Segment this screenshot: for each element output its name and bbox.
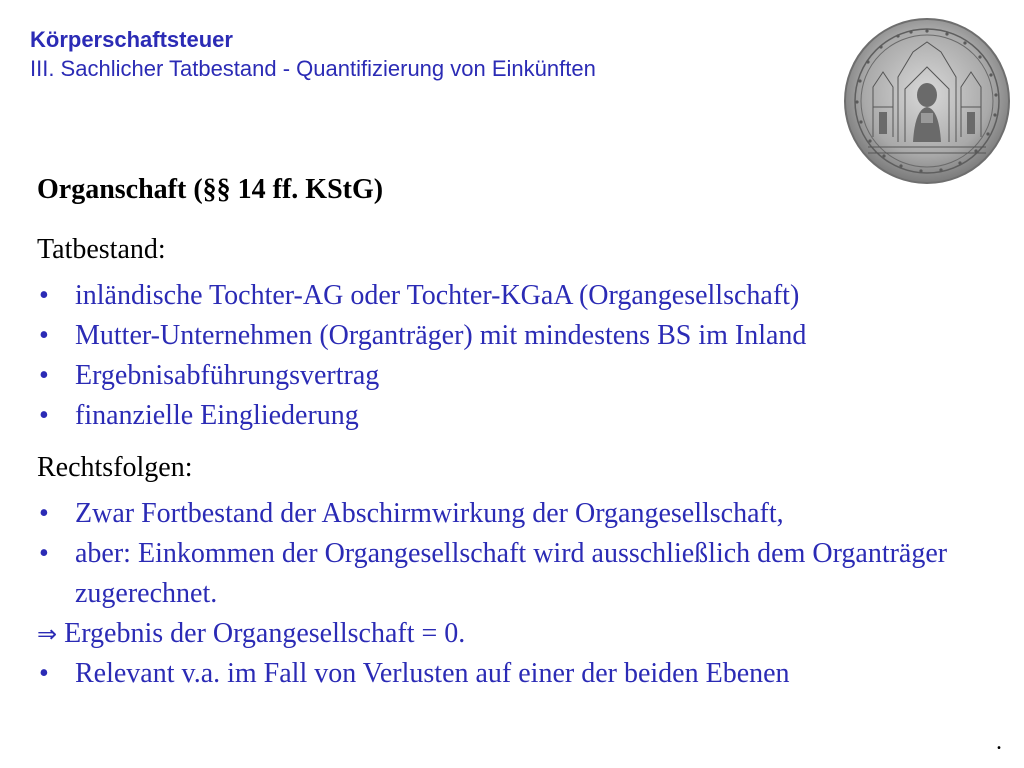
- result-line: [37, 614, 997, 654]
- bullet-icon: •: [39, 538, 49, 569]
- list-item: • Mutter-Unternehmen (Organträger) mit mindestens BS im Inland: [37, 316, 997, 356]
- implies-arrow-icon: ⇒: [37, 620, 58, 648]
- slide-title: Körperschaftsteuer: [30, 27, 233, 52]
- slide-body: [37, 170, 997, 694]
- list-item: • Relevant v.a. im Fall von Verlusten auf einer der beiden Ebenen: [37, 654, 997, 694]
- university-seal-icon: [843, 17, 1011, 185]
- bullet-icon: •: [39, 498, 49, 529]
- slide-header: [30, 25, 596, 83]
- bullet-icon: •: [39, 280, 49, 311]
- tatbestand-label: Tatbestand:: [37, 234, 166, 265]
- bullet-icon: •: [39, 658, 49, 689]
- bullet-icon: •: [39, 400, 49, 431]
- list-item: • finanzielle Eingliederung: [37, 396, 997, 436]
- list-item: • Zwar Fortbestand der Abschirmwirkung der Organgesellschaft,: [37, 494, 997, 534]
- list-item: • inländische Tochter-AG oder Tochter-KGaA (Organgesellschaft): [37, 276, 997, 316]
- result-text: Ergebnis der Organgesellschaft = 0.: [64, 618, 466, 649]
- slide-subtitle: III. Sachlicher Tatbestand - Quantifizierung von Einkünften: [30, 56, 596, 81]
- rechtsfolgen-list: [37, 494, 997, 614]
- section-heading: Organschaft (§§ 14 ff. KStG): [37, 174, 384, 205]
- bullet-icon: •: [39, 320, 49, 351]
- tatbestand-list: [37, 276, 997, 436]
- list-item: • Ergebnisabführungsvertrag: [37, 356, 997, 396]
- corner-mark: .: [996, 729, 1002, 755]
- final-list: [37, 654, 997, 694]
- list-item: • aber: Einkommen der Organgesellschaft wird ausschließlich dem Organträger zugerechnet.: [37, 534, 997, 614]
- bullet-icon: •: [39, 360, 49, 391]
- rechtsfolgen-label: Rechtsfolgen:: [37, 452, 193, 483]
